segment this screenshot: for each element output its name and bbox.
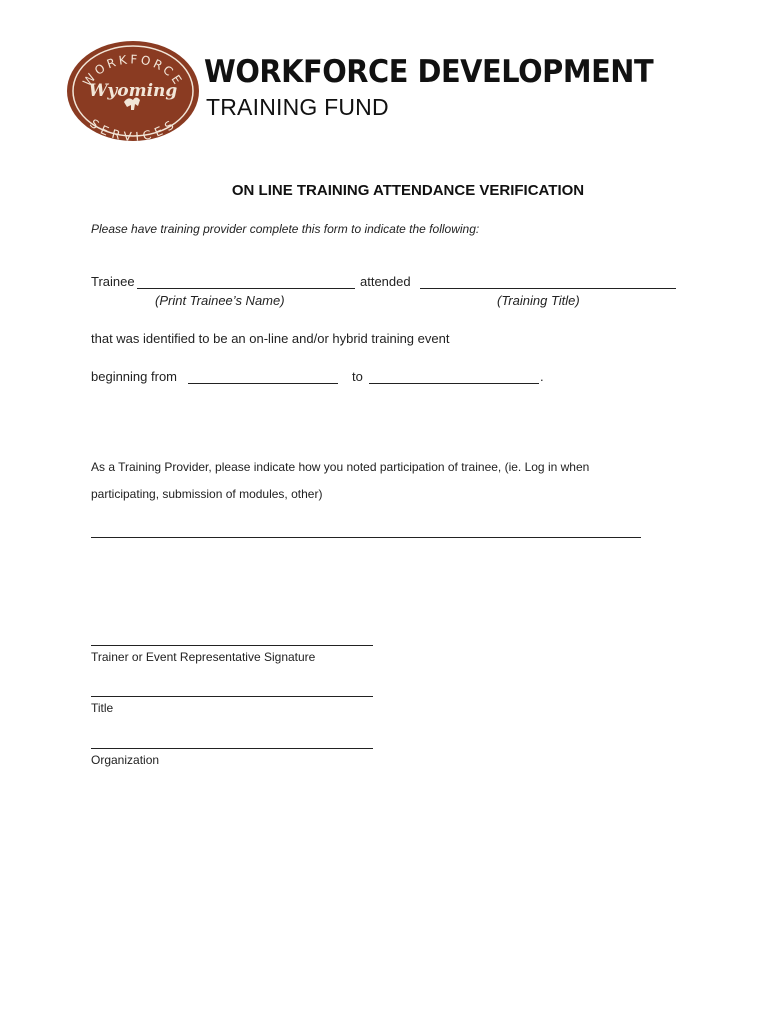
identified-text: that was identified to be an on-line and/or hybrid training event	[91, 331, 450, 346]
attended-label: attended	[360, 274, 411, 289]
signature-field[interactable]	[91, 645, 373, 646]
provider-prompt-line1: As a Training Provider, please indicate how you noted participation of trainee, (ie. Log in when	[91, 460, 590, 474]
seal-top-text: WORKFORCE	[80, 52, 186, 90]
provider-prompt-line2: participating, submission of modules, other)	[91, 487, 323, 501]
brand-title: WORKFORCE DEVELOPMENT	[204, 54, 654, 90]
end-date-field[interactable]	[369, 383, 539, 384]
brand-subtitle: TRAINING FUND	[206, 94, 389, 120]
trainee-name-caption: (Print Trainee’s Name)	[155, 293, 285, 308]
wyoming-workforce-seal-logo	[66, 40, 200, 142]
organization-label: Organization	[91, 753, 160, 767]
title-label: Title	[91, 701, 114, 715]
signature-label: Trainer or Event Representative Signature	[91, 650, 316, 664]
to-label: to	[352, 369, 363, 384]
trainee-label: Trainee	[91, 274, 135, 289]
training-title-caption: (Training Title)	[497, 293, 580, 308]
training-title-field[interactable]	[420, 288, 676, 289]
seal-bottom-text: SERVICES	[87, 116, 179, 142]
title-field[interactable]	[91, 696, 373, 697]
trainee-name-field[interactable]	[137, 288, 355, 289]
period: .	[540, 369, 544, 384]
seal-middle-text: Wyoming	[88, 81, 178, 101]
start-date-field[interactable]	[188, 383, 338, 384]
organization-field[interactable]	[91, 748, 373, 749]
instructions-text: Please have training provider complete this form to indicate the following:	[91, 222, 480, 236]
document-title: ON LINE TRAINING ATTENDANCE VERIFICATION	[231, 182, 585, 199]
beginning-from-label: beginning from	[91, 369, 177, 384]
participation-notes-field[interactable]	[91, 537, 641, 538]
